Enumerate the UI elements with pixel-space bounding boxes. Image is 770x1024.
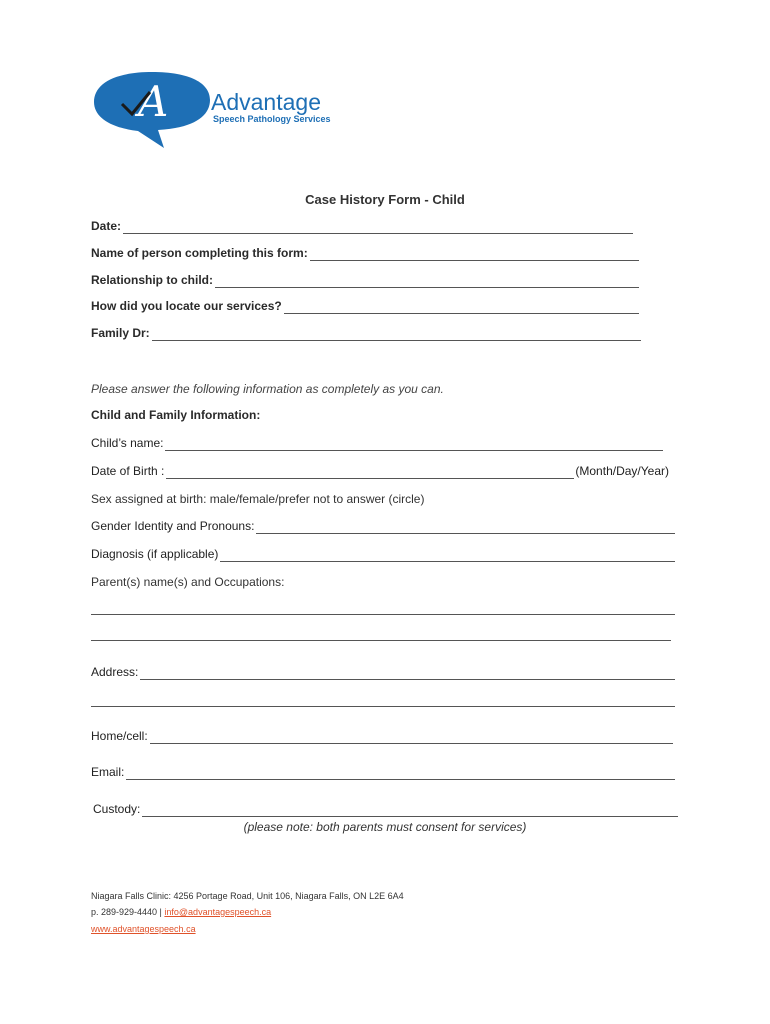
relationship-label: Relationship to child: — [91, 273, 213, 287]
relationship-field[interactable] — [91, 273, 639, 288]
consent-note: (please note: both parents must consent for services) — [243, 820, 527, 834]
childs-name-line[interactable] — [165, 439, 663, 451]
logo-brand: Advantage — [211, 89, 321, 115]
dob-format: (Month/Day/Year) — [575, 464, 669, 478]
email-link[interactable]: info@advantagespeech.ca — [164, 907, 272, 917]
gender-identity-line[interactable] — [256, 522, 675, 534]
childs-name-field[interactable] — [91, 436, 663, 451]
date-field[interactable] — [91, 219, 633, 234]
dob-field[interactable] — [91, 464, 669, 479]
website-link[interactable]: www.advantagespeech.ca — [91, 924, 196, 934]
email-field[interactable] — [91, 765, 675, 780]
home-cell-field[interactable] — [91, 729, 673, 744]
relationship-line[interactable] — [215, 276, 639, 288]
logo-letter: A — [138, 77, 169, 126]
parents-line-1[interactable] — [91, 614, 675, 615]
section-heading: Child and Family Information: — [91, 408, 261, 422]
logo-tagline: Speech Pathology Services — [213, 114, 331, 124]
website-line — [91, 924, 196, 934]
home-cell-label: Home/cell: — [91, 729, 148, 743]
diagnosis-field[interactable] — [91, 547, 675, 562]
diagnosis-label: Diagnosis (if applicable) — [91, 547, 219, 561]
sex-assigned-text: Sex assigned at birth: male/female/prefer not to answer (circle) — [91, 492, 425, 506]
form-title: Case History Form - Child — [305, 192, 465, 207]
family-dr-label: Family Dr: — [91, 326, 150, 340]
email-label: Email: — [91, 765, 125, 779]
locate-services-line[interactable] — [284, 302, 639, 314]
custody-field[interactable] — [93, 802, 678, 817]
locate-services-field[interactable] — [91, 299, 639, 314]
family-dr-field[interactable] — [91, 326, 641, 341]
date-label: Date: — [91, 219, 122, 233]
gender-identity-field[interactable] — [91, 519, 675, 534]
company-logo — [94, 70, 334, 152]
family-dr-line[interactable] — [152, 329, 641, 341]
parents-line-2[interactable] — [91, 640, 671, 641]
custody-line[interactable] — [142, 805, 678, 817]
dob-line[interactable] — [166, 467, 574, 479]
dob-label: Date of Birth : — [91, 464, 165, 478]
custody-label: Custody: — [93, 802, 141, 816]
date-line[interactable] — [123, 222, 633, 234]
childs-name-label: Child’s name: — [91, 436, 164, 450]
email-line[interactable] — [126, 768, 675, 780]
address-line-2[interactable] — [91, 706, 675, 707]
gender-identity-label: Gender Identity and Pronouns: — [91, 519, 255, 533]
locate-services-label: How did you locate our services? — [91, 299, 282, 313]
clinic-address: Niagara Falls Clinic: 4256 Portage Road, Unit 106, Niagara Falls, ON L2E 6A4 — [91, 891, 404, 901]
home-cell-line[interactable] — [150, 732, 673, 744]
address-label: Address: — [91, 665, 139, 679]
address-field[interactable] — [91, 665, 675, 680]
contact-line — [91, 907, 271, 917]
person-completing-field[interactable] — [91, 246, 639, 261]
phone-number: p. 289-929-4440 | — [91, 907, 165, 917]
instruction-text: Please answer the following information as completely as you can. — [91, 382, 444, 396]
diagnosis-line[interactable] — [220, 550, 675, 562]
person-completing-label: Name of person completing this form: — [91, 246, 308, 260]
parents-label: Parent(s) name(s) and Occupations: — [91, 575, 285, 589]
address-line[interactable] — [140, 668, 675, 680]
person-completing-line[interactable] — [310, 249, 639, 261]
